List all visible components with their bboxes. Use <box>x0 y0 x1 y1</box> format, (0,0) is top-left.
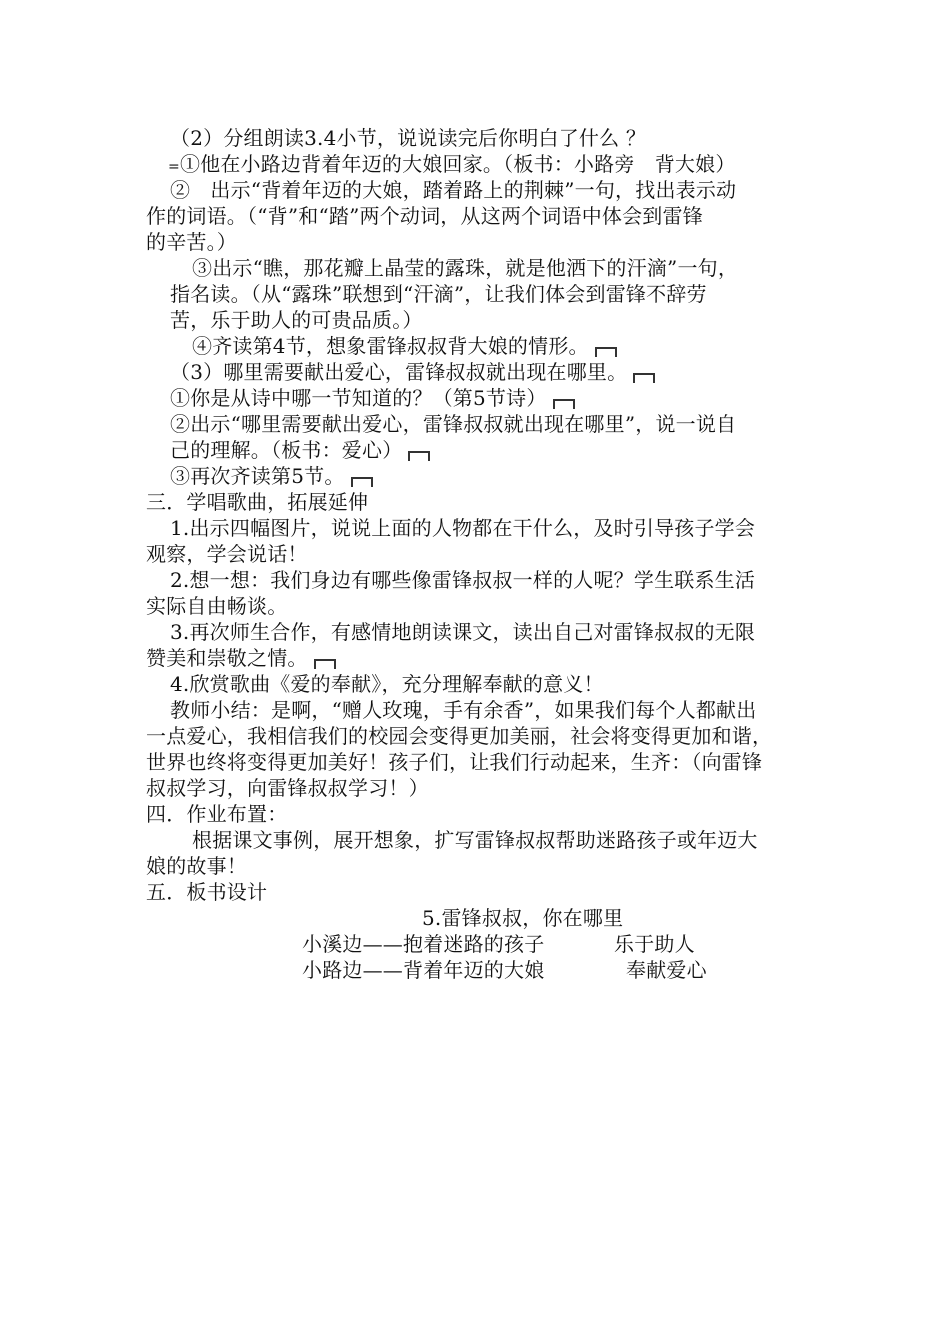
section-heading: 五．板书设计 <box>146 880 268 904</box>
text-line <box>170 385 575 411</box>
text-line <box>168 151 736 177</box>
revision-mark <box>351 477 373 487</box>
text-line: 苦，乐于助人的可贵品质。） <box>170 308 423 332</box>
stray-mark: = <box>168 159 180 175</box>
text-line: 教师小结：是啊，“赠人玫瑰，手有余香”，如果我们每个人都献出 <box>170 698 757 722</box>
board-row-left: 小路边——背着年迈的大娘 <box>302 958 545 982</box>
text-line: 娘的故事！ <box>146 854 247 878</box>
text-line: 作的词语。（“背”和“踏”两个动词，从这两个词语中体会到雷锋 <box>146 204 703 228</box>
text-line <box>170 463 373 489</box>
text-line-content: 赞美和崇敬之情。 <box>146 646 308 670</box>
revision-mark <box>408 451 430 461</box>
text-line: 观察，学会说话！ <box>146 542 308 566</box>
text-line: 3.再次师生合作，有感情地朗读课文，读出自己对雷锋叔叔的无限 <box>170 620 756 644</box>
text-line <box>192 333 617 359</box>
text-line: 根据课文事例，展开想象，扩写雷锋叔叔帮助迷路孩子或年迈大 <box>192 828 758 852</box>
text-line-content: ③再次齐读第5节。 <box>170 464 345 488</box>
revision-mark <box>633 373 655 383</box>
board-row-right: 乐于助人 <box>614 932 695 956</box>
text-line: 2.想一想：我们身边有哪些像雷锋叔叔一样的人呢？学生联系生活 <box>170 568 756 592</box>
text-line: ③出示“瞧，那花瓣上晶莹的露珠，就是他洒下的汗滴”一句， <box>192 256 739 280</box>
text-line: 1.出示四幅图片，说说上面的人物都在干什么，及时引导孩子学会 <box>170 516 756 540</box>
text-line <box>146 645 336 671</box>
text-line: ②出示“哪里需要献出爱心，雷锋叔叔就出现在哪里”，说一说自 <box>170 412 737 436</box>
revision-mark <box>314 659 336 669</box>
text-line-content: 己的理解。（板书：爱心） <box>170 438 403 462</box>
text-line: 叔叔学习，向雷锋叔叔学习！） <box>146 776 429 800</box>
section-heading: 三．学唱歌曲，拓展延伸 <box>146 490 369 514</box>
board-title: 5.雷锋叔叔，你在哪里 <box>422 906 624 930</box>
section-heading: 四．作业布置： <box>146 802 288 826</box>
text-line <box>170 359 655 385</box>
text-line: 4.欣赏歌曲《爱的奉献》，充分理解奉献的意义！ <box>170 672 604 696</box>
text-line-content: （3）哪里需要献出爱心，雷锋叔叔就出现在哪里。 <box>170 360 628 384</box>
text-line: 一点爱心，我相信我们的校园会变得更加美丽，社会将变得更加和谐， <box>146 724 773 748</box>
revision-mark <box>595 347 617 357</box>
text-line: 世界也终将变得更加美好！孩子们，让我们行动起来，生齐：（向雷锋 <box>146 750 763 774</box>
text-line-content: ①你是从诗中哪一节知道的？（第5节诗） <box>170 386 547 410</box>
text-line: （2）分组朗读3.4小节，说说读完后你明白了什么 ？ <box>170 126 647 150</box>
text-line: 实际自由畅谈。 <box>146 594 288 618</box>
board-row-right: 奉献爱心 <box>626 958 707 982</box>
text-line: 指名读。（从“露珠”联想到“汗滴”，让我们体会到雷锋不辞劳 <box>170 282 707 306</box>
text-line-content: ④齐读第4节，想象雷锋叔叔背大娘的情形。 <box>192 334 589 358</box>
text-line <box>170 437 430 463</box>
text-line-content: ①他在小路边背着年迈的大娘回家。（板书：小路旁 背大娘） <box>179 152 736 176</box>
text-line: 的辛苦。） <box>146 230 237 254</box>
board-row-left: 小溪边——抱着迷路的孩子 <box>302 932 545 956</box>
text-line: ② 出示“背着年迈的大娘，踏着路上的荆棘”一句，找出表示动 <box>170 178 737 202</box>
revision-mark <box>553 399 575 409</box>
